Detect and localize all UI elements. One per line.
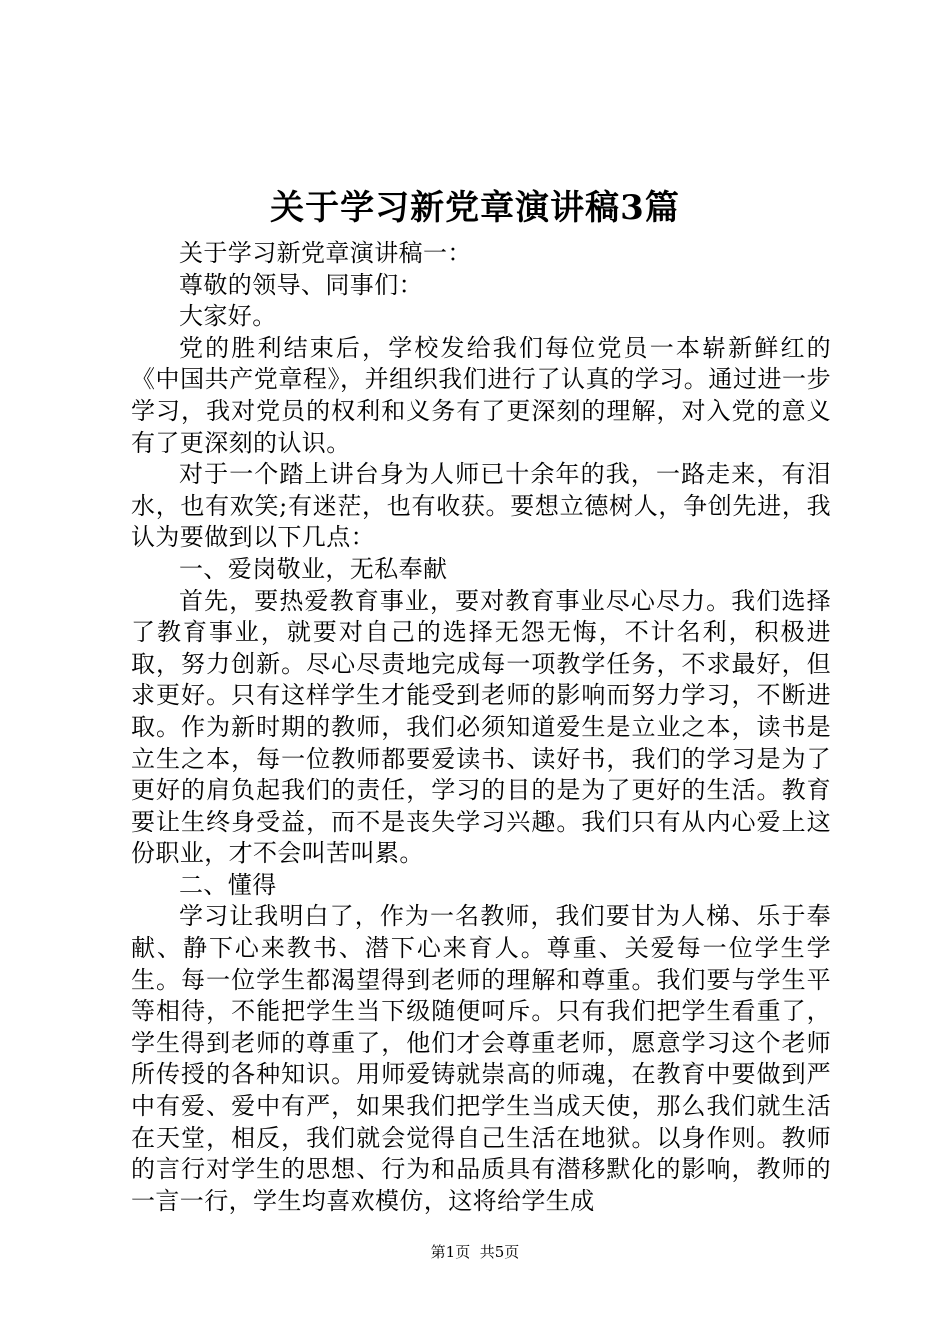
page-total: 共5页 [479, 1243, 520, 1261]
page-number: 第1页 [430, 1243, 471, 1261]
document-body [131, 238, 831, 1217]
paragraph: 党的胜利结束后，学校发给我们每位党员一本崭新鲜红的《中国共产党章程》，并组织我们进行了认真的学习。通过进一步学习，我对党员的权利和义务有了更深刻的理解，对入党的意义有了更深刻的认识。 [131, 333, 831, 457]
document-title: 关于学习新党章演讲稿3篇 [270, 188, 680, 228]
paragraph-greeting: 大家好。 [179, 302, 277, 331]
paragraph-heading: 关于学习新党章演讲稿一： [179, 239, 472, 267]
paragraph: 首先，要热爱教育事业，要对教育事业尽心尽力。我们选择了教育事业，就要对自己的选择无怨无悔，不计名利，积极进取，努力创新。尽心尽责地完成每一项教学任务，不求最好，但求更好。只有这样学生才能受到老师的影响而努力学习，不断进取。作为新时期的教师，我们必须知道爱生是立业之本，读书是立生之本，每一位教师都要爱读书、读好书，我们的学习是为了更好的肩负起我们的责任，学习的目的是为了更好的生活。教育要让生终身受益，而不是丧失学习兴趣。我们只有从内心爱上这份职业，才不会叫苦叫累。 [131, 586, 831, 868]
paragraph: 对于一个踏上讲台身为人师已十余年的我，一路走来，有泪水，也有欢笑;有迷茫，也有收获。要想立德树人，争创先进，我认为要做到以下几点： [131, 460, 831, 552]
paragraph: 学习让我明白了，作为一名教师，我们要甘为人梯、乐于奉献、静下心来教书、潜下心来育人。尊重、关爱每一位学生学生。每一位学生都渴望得到老师的理解和尊重。我们要与学生平等相待，不能把学生当下级随便呵斥。只有我们把学生看重了，学生得到老师的尊重了，他们才会尊重老师，愿意学习这个老师所传授的各种知识。用师爱铸就崇高的师魂，在教育中要做到严中有爱、爱中有严，如果我们把学生当成天使，那么我们就生活在天堂，相反，我们就会觉得自己生活在地狱。以身作则。教师的言行对学生的思想、行为和品质具有潜移默化的影响，教师的一言一行，学生均喜欢模仿，这将给学生成 [131, 902, 831, 1215]
section-heading: 二、懂得 [179, 870, 277, 899]
paragraph-salutation: 尊敬的领导、同事们： [179, 270, 423, 299]
section-heading: 一、爱岗敬业，无私奉献 [179, 554, 448, 583]
page-footer [0, 1242, 950, 1262]
